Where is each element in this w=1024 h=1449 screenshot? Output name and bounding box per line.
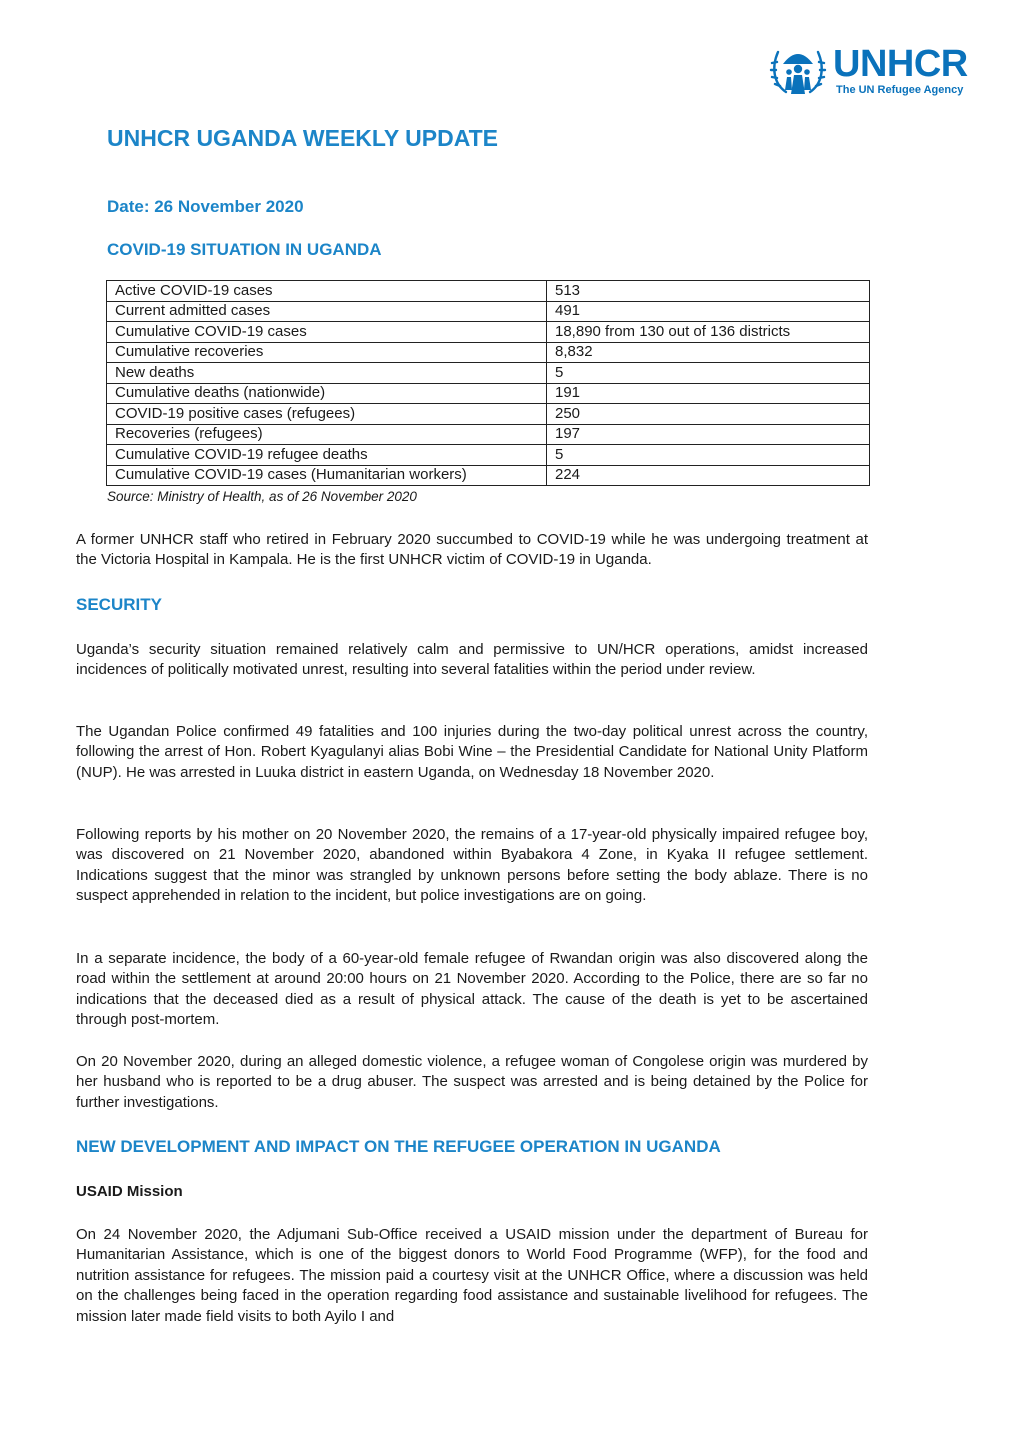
document-date: Date: 26 November 2020 xyxy=(107,197,304,216)
logo-wordmark: UNHCR xyxy=(833,43,968,85)
security-paragraph: The Ugandan Police confirmed 49 fatalities and 100 injuries during the two-day political unrest across the country, following the arrest of Hon. Robert Kyagulanyi alias Bobi Wine – the Presidential Candidate for National Unity Platform (NUP). He was arrested in Luuka district in eastern Uganda, on Wednesday 18 November 2020. xyxy=(76,723,868,781)
security-paragraph: On 20 November 2020, during an alleged domestic violence, a refugee woman of Congolese origin was murdered by her husband who is reported to be a drug abuser. The suspect was arrested and is being detained by the Police for further investigations. xyxy=(76,1053,868,1111)
security-heading: SECURITY xyxy=(76,595,162,614)
table-cell-value: 224 xyxy=(547,465,870,486)
table-cell-label: Cumulative recoveries xyxy=(107,342,547,363)
table-row xyxy=(107,465,870,486)
table-row xyxy=(107,445,870,466)
table-cell-label: Current admitted cases xyxy=(107,301,547,322)
table-cell-label: New deaths xyxy=(107,363,547,384)
security-paragraph: Following reports by his mother on 20 November 2020, the remains of a 17-year-old physically impaired refugee boy, was discovered on 21 November 2020, abandoned within Byabakora 4 Zone, in Kyaka II refugee settlement. Indications suggest that the minor was strangled by unknown persons before setting the body ablaze. There is no suspect apprehended in relation to the incident, but police investigations are on going. xyxy=(76,826,868,905)
table-row xyxy=(107,404,870,425)
table-cell-label: Cumulative COVID-19 cases (Humanitarian workers) xyxy=(107,465,547,486)
table-cell-label: Active COVID-19 cases xyxy=(107,281,547,302)
unhcr-logo xyxy=(768,42,983,100)
table-row xyxy=(107,424,870,445)
table-row xyxy=(107,342,870,363)
table-cell-label: Recoveries (refugees) xyxy=(107,424,547,445)
covid-paragraph: A former UNHCR staff who retired in February 2020 succumbed to COVID-19 while he was undergoing treatment at the Victoria Hospital in Kampala. He is the first UNHCR victim of COVID-19 in Uganda. xyxy=(76,531,868,569)
table-cell-value: 250 xyxy=(547,404,870,425)
table-row xyxy=(107,281,870,302)
security-paragraph: In a separate incidence, the body of a 60-year-old female refugee of Rwandan origin was also discovered along the road within the settlement at around 20:00 hours on 21 November 2020. According to the Police, there are so far no indications that the deceased died as a result of physical attack. The cause of the death is yet to be ascertained through post-mortem. xyxy=(76,950,868,1029)
table-cell-value: 5 xyxy=(547,363,870,384)
covid-heading: COVID-19 SITUATION IN UGANDA xyxy=(107,240,382,259)
table-row xyxy=(107,301,870,322)
table-cell-label: Cumulative deaths (nationwide) xyxy=(107,383,547,404)
table-source-note: Source: Ministry of Health, as of 26 November 2020 xyxy=(107,489,417,504)
table-cell-label: Cumulative COVID-19 refugee deaths xyxy=(107,445,547,466)
table-row xyxy=(107,363,870,384)
table-cell-value: 191 xyxy=(547,383,870,404)
table-cell-value: 491 xyxy=(547,301,870,322)
table-cell-value: 197 xyxy=(547,424,870,445)
table-row xyxy=(107,383,870,404)
development-paragraph: On 24 November 2020, the Adjumani Sub-Office received a USAID mission under the department of Bureau for Humanitarian Assistance, which is one of the biggest donors to World Food Programme (WFP), for the food and nutrition assistance for refugees. The mission paid a courtesy visit at the UNHCR Office, where a discussion was held on the challenges being faced in the operation regarding food assistance and sustainable livelihood for refugees. The mission later made field visits to both Ayilo I and xyxy=(76,1226,868,1325)
development-heading: NEW DEVELOPMENT AND IMPACT ON THE REFUGEE OPERATION IN UGANDA xyxy=(76,1137,721,1156)
covid-stats-table xyxy=(106,280,870,486)
table-cell-label: Cumulative COVID-19 cases xyxy=(107,322,547,343)
usaid-subheading: USAID Mission xyxy=(76,1183,183,1200)
table-cell-label: COVID-19 positive cases (refugees) xyxy=(107,404,547,425)
table-cell-value: 513 xyxy=(547,281,870,302)
document-title: UNHCR UGANDA WEEKLY UPDATE xyxy=(107,125,499,151)
table-cell-value: 5 xyxy=(547,445,870,466)
logo-tagline: The UN Refugee Agency xyxy=(836,84,964,96)
table-row xyxy=(107,322,870,343)
security-paragraph: Uganda’s security situation remained relatively calm and permissive to UN/HCR operations, amidst increased incidences of politically motivated unrest, resulting into several fatalities within the period under review. xyxy=(76,641,868,679)
table-cell-value: 18,890 from 130 out of 136 districts xyxy=(547,322,870,343)
table-cell-value: 8,832 xyxy=(547,342,870,363)
refugee-emblem-icon xyxy=(768,42,828,98)
